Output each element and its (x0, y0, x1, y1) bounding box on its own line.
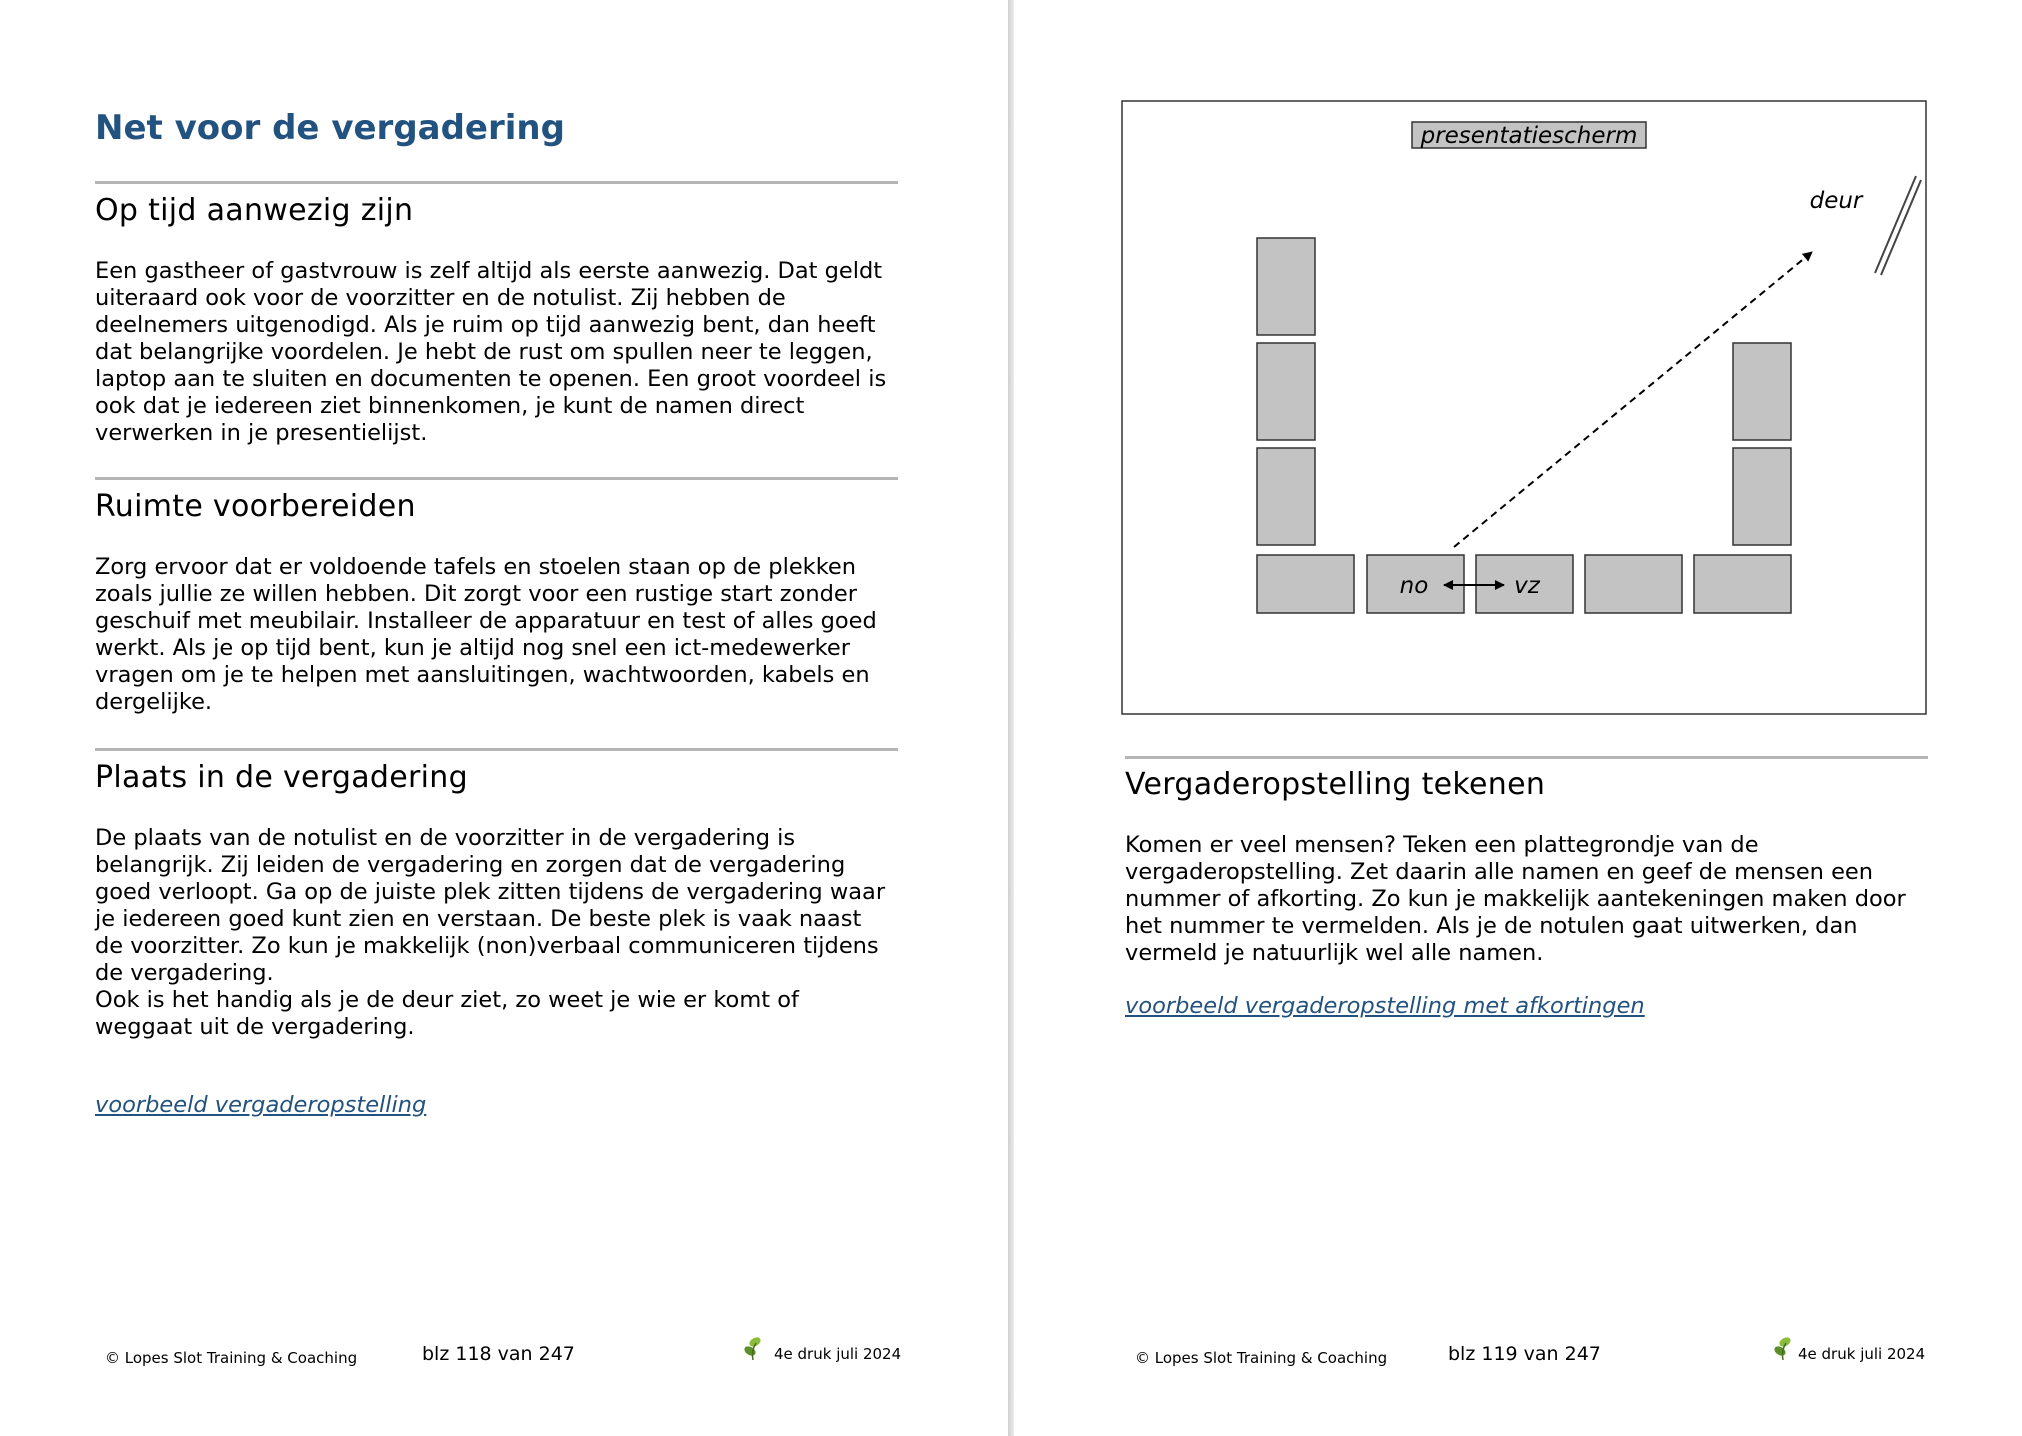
door-label: deur (1809, 188, 1863, 214)
meeting-layout-diagram (1121, 100, 1927, 716)
notulist-label: no (1399, 573, 1429, 599)
voorzitter-label: vz (1514, 573, 1540, 599)
section-heading-plaats: Plaats in de vergadering (95, 760, 468, 795)
section-heading-tekenen: Vergaderopstelling tekenen (1125, 767, 1546, 802)
link-voorbeeld-vergaderopstelling[interactable]: voorbeeld vergaderopstelling (95, 1092, 427, 1118)
table-left-2 (1257, 343, 1315, 440)
room-outline (1122, 101, 1926, 714)
section-divider (95, 181, 898, 184)
table-left-1 (1257, 238, 1315, 335)
footer-copyright: © Lopes Slot Training & Coaching (105, 1349, 358, 1367)
section-body-ruimte: Zorg ervoor dat er voldoende tafels en stoelen staan op de plekken zoals jullie ze willen hebben. Dit zorgt voor een rustige start zonder geschuif met meubilair. Installeer de apparatuur en test of alles goed werkt. Als je op tijd bent, kun je altijd nog snel een ict-medewerker vragen om je te helpen met aansluitingen, wachtwoorden, kabels en dergelijke. (95, 554, 877, 715)
table-bottom-4 (1585, 555, 1682, 613)
leaf-logo-icon (1772, 1335, 1794, 1361)
table-bottom-5 (1694, 555, 1791, 613)
link-voorbeeld-afkortingen[interactable]: voorbeeld vergaderopstelling met afkortingen (1125, 993, 1645, 1019)
footer-page-number: blz 118 van 247 (422, 1343, 575, 1365)
footer-copyright: © Lopes Slot Training & Coaching (1135, 1349, 1388, 1367)
section-heading-op-tijd: Op tijd aanwezig zijn (95, 193, 414, 228)
table-right-1 (1733, 343, 1791, 440)
section-heading-ruimte: Ruimte voorbereiden (95, 489, 416, 524)
table-left-3 (1257, 448, 1315, 545)
section-body-plaats: De plaats van de notulist en de voorzitter in de vergadering is belangrijk. Zij leiden de vergadering en zorgen dat de vergadering goed verloopt. Ga op de juiste plek zitten tijdens de vergadering waar je iedereen goed kunt zien en verstaan. De beste plek is vaak naast de voorzitter. Zo kun je makkelijk (non)verbaal communiceren tijdens de vergadering. Ook is het handig als je de deur ziet, zo weet je wie er komt of weggaat uit de vergadering. (95, 825, 886, 1040)
leaf-logo-icon (742, 1335, 764, 1361)
right-page (1014, 0, 2022, 1436)
section-divider (1125, 756, 1928, 759)
table-bottom-1 (1257, 555, 1354, 613)
footer-page-number: blz 119 van 247 (1448, 1343, 1601, 1365)
section-divider (95, 477, 898, 480)
footer-edition: 4e druk juli 2024 (1798, 1345, 1926, 1363)
section-body-op-tijd: Een gastheer of gastvrouw is zelf altijd als eerste aanwezig. Dat geldt uiteraard ook voor de voorzitter en de notulist. Zij hebben de deelnemers uitgenodigd. Als je ruim op tijd aanwezig bent, dan heeft dat belangrijke voordelen. Je hebt de rust om spullen neer te leggen, laptop aan te sluiten en documenten te openen. Een groot voordeel is ook dat je iedereen ziet binnenkomen, je kunt de namen direct verwerken in je presentielijst. (95, 258, 887, 446)
section-body-tekenen: Komen er veel mensen? Teken een plattegrondje van de vergaderopstelling. Zet daarin alle namen en geef de mensen een nummer of afkorting. Zo kun je makkelijk aantekeningen maken door het nummer te vermelden. Als je de notulen gaat uitwerken, dan vermeld je natuurlijk wel alle namen. (1125, 832, 1906, 966)
footer-edition: 4e druk juli 2024 (774, 1345, 902, 1363)
presentation-screen-label: presentatiescherm (1420, 123, 1638, 149)
page-title: Net voor de vergadering (95, 108, 565, 148)
table-right-2 (1733, 448, 1791, 545)
left-page (0, 0, 1008, 1436)
section-divider (95, 748, 898, 751)
